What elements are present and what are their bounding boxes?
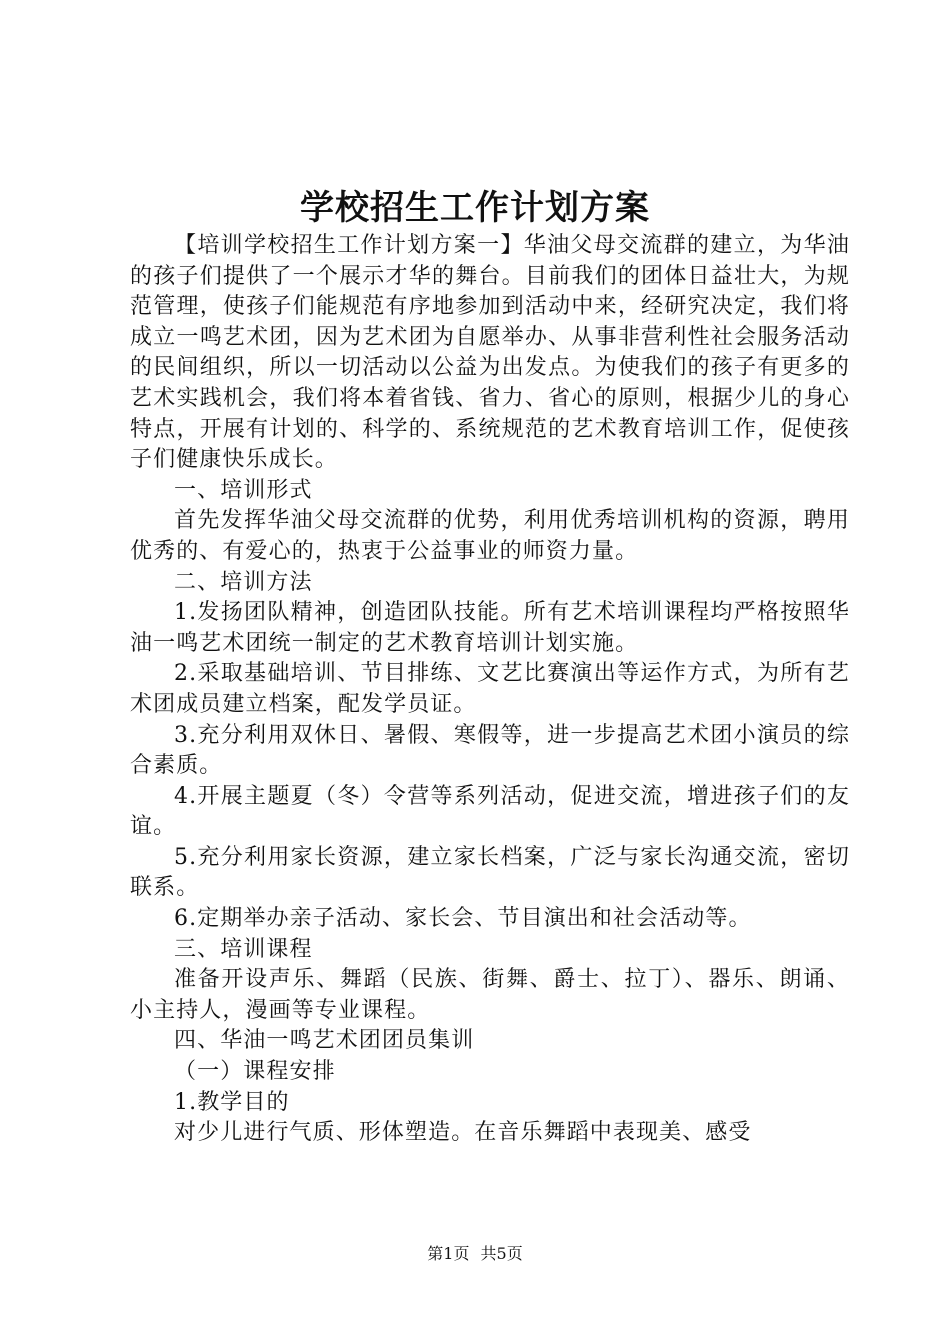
list-item: 2.采取基础培训、节目排练、文艺比赛演出等运作方式，为所有艺术团成员建立档案，配发学员证。: [130, 661, 850, 717]
list-item: 1.教学目的: [174, 1089, 290, 1115]
list-item: 6.定期举办亲子活动、家长会、节目演出和社会活动等。: [174, 906, 752, 932]
section-heading-training-method: 二、培训方法: [174, 569, 313, 595]
list-item: 5.充分利用家长资源，建立家长档案，广泛与家长沟通交流，密切联系。: [130, 844, 850, 901]
page-total: 共5页: [480, 1244, 523, 1263]
section-heading-training-camp: 四、华油一鸣艺术团团员集训: [174, 1028, 475, 1054]
intro-paragraph: 【培训学校招生工作计划方案一】华油父母交流群的建立，为华油的孩子们提供了一个展示才华的舞台。目前我们的团体日益壮大，为规范管理，使孩子们能规范有序地参加到活动中来，经研究决定，我们将成立一鸣艺术团，因为艺术团为自愿举办、从事非营利性社会服务活动的民间组织，所以一切活动以公益为出发点。为使我们的孩子有更多的艺术实践机会，我们将本着省钱、省力、省心的原则，根据少儿的身心特点，开展有计划的、科学的、系统规范的艺术教育培训工作，促使孩子们健康快乐成长。: [130, 233, 850, 473]
paragraph: 对少儿进行气质、形体塑造。在音乐舞蹈中表现美、感受: [174, 1120, 752, 1146]
paragraph: 首先发挥华油父母交流群的优势，利用优秀培训机构的资源，聘用优秀的、有爱心的，热衷于公益事业的师资力量。: [130, 508, 850, 564]
list-item: 1.发扬团队精神，创造团队技能。所有艺术培训课程均严格按照华油一鸣艺术团统一制定的艺术教育培训计划实施。: [130, 600, 850, 656]
page-number: 第1页: [427, 1244, 470, 1263]
document-body: [130, 231, 850, 1149]
page-footer: [0, 1244, 950, 1264]
document-title: 学校招生工作计划方案: [300, 188, 650, 228]
subsection-heading: （一）课程安排: [174, 1059, 336, 1085]
list-item: 3.充分利用双休日、暑假、寒假等，进一步提高艺术团小演员的综合素质。: [130, 722, 850, 779]
paragraph: 准备开设声乐、舞蹈（民族、街舞、爵士、拉丁）、器乐、朗诵、小主持人，漫画等专业课程。: [130, 967, 850, 1023]
section-heading-training-form: 一、培训形式: [174, 477, 313, 503]
list-item: 4.开展主题夏（冬）令营等系列活动，促进交流，增进孩子们的友谊。: [130, 783, 850, 840]
section-heading-training-courses: 三、培训课程: [174, 936, 313, 962]
